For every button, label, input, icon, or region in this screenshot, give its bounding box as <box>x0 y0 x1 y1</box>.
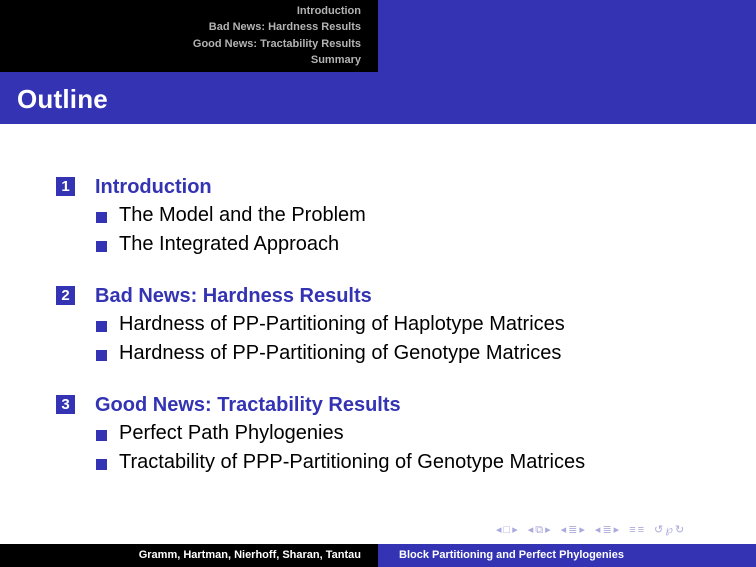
subsection-forward-icon[interactable]: ▸ <box>545 524 551 536</box>
section-icon[interactable]: ≣ <box>568 524 578 536</box>
square-bullet-icon <box>96 459 107 470</box>
footline-authors: Gramm, Hartman, Nierhoff, Sharan, Tantau <box>138 549 361 561</box>
nav-link-introduction[interactable]: Introduction <box>296 5 361 17</box>
header-section-list <box>0 0 378 72</box>
subsection-title: Perfect Path Phylogenies <box>119 422 344 444</box>
frame-title-bar <box>0 72 756 124</box>
nav-link-hardness-results[interactable]: Bad News: Hardness Results <box>208 21 361 34</box>
footline-title-panel <box>378 544 756 567</box>
square-bullet-icon <box>96 350 107 361</box>
nav-link-tractability-results[interactable]: Good News: Tractability Results <box>192 37 361 50</box>
subsection-back-icon[interactable]: ◂ <box>594 524 601 536</box>
align-icon[interactable]: ≡ <box>637 524 645 536</box>
section-number-badge: 1 <box>56 177 75 196</box>
footline-author-panel <box>0 544 378 567</box>
footline <box>0 544 756 567</box>
section-number-badge: 3 <box>56 395 75 414</box>
subsection-forward-icon[interactable]: ▸ <box>613 524 620 536</box>
header-right-panel <box>378 0 756 72</box>
subsection-back-icon[interactable]: ◂ <box>527 524 534 536</box>
frame-back-icon[interactable]: ◂ <box>496 524 502 536</box>
section-title: Good News: Tractability Results <box>95 394 401 416</box>
search-icon[interactable]: ↻ <box>674 524 685 536</box>
subsection-title: Hardness of PP-Partitioning of Haplotype Matrices <box>119 313 565 335</box>
square-bullet-icon <box>96 241 107 252</box>
square-bullet-icon <box>96 321 107 332</box>
search-icon[interactable]: ↺ <box>654 524 664 536</box>
section-number-badge: 2 <box>56 286 75 305</box>
footline-title: Block Partitioning and Perfect Phylogenies <box>399 549 624 561</box>
subsection-icon[interactable]: ≣ <box>602 524 612 536</box>
square-bullet-icon <box>96 212 107 223</box>
section-title: Bad News: Hardness Results <box>95 285 372 307</box>
subsection-icon[interactable]: ⧉ <box>535 524 544 536</box>
navigation-symbols <box>496 523 684 537</box>
subsection-title: The Model and the Problem <box>119 204 366 226</box>
subsection-title: The Integrated Approach <box>119 233 340 255</box>
nav-link-summary[interactable]: Summary <box>310 53 361 66</box>
frame-forward-icon[interactable]: ▸ <box>512 524 518 536</box>
frame-icon[interactable]: □ <box>503 524 511 536</box>
search-icon[interactable]: ℘ <box>665 524 673 536</box>
align-icon[interactable]: ≡ <box>629 524 636 536</box>
square-bullet-icon <box>96 430 107 441</box>
header-navigation <box>0 0 756 72</box>
subsection-title: Hardness of PP-Partitioning of Genotype Matrices <box>119 342 562 364</box>
section-title: Introduction <box>95 176 212 198</box>
section-back-icon[interactable]: ◂ <box>560 524 567 536</box>
frame-title: Outline <box>17 84 108 114</box>
section-forward-icon[interactable]: ▸ <box>579 524 585 536</box>
subsection-title: Tractability of PPP-Partitioning of Genotype Matrices <box>119 451 586 473</box>
